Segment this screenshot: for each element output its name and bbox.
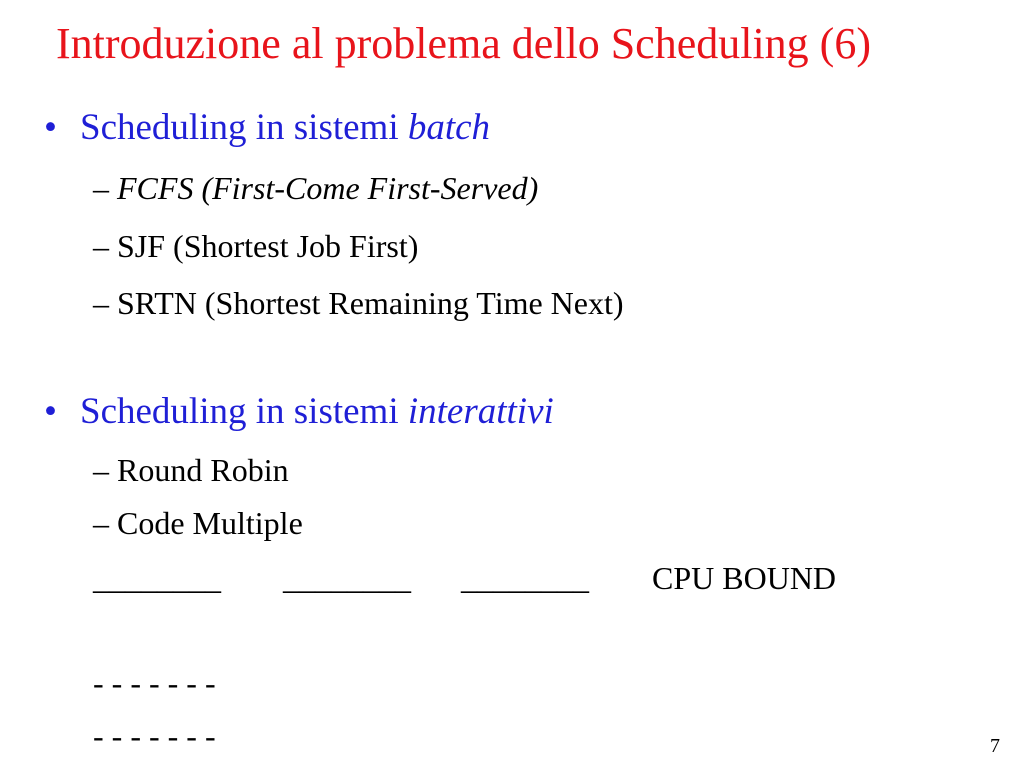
- sub-item-label: FCFS (First-Come First-Served): [117, 170, 539, 206]
- bullet-heading-italic: batch: [407, 107, 491, 148]
- cpu-burst-blank-1: ________: [93, 560, 221, 596]
- sub-item-round-robin: [93, 450, 289, 490]
- bullet-marker: •: [44, 391, 57, 432]
- cpu-bound-label: CPU BOUND: [652, 560, 837, 596]
- io-dash-line-2: - - - - - - -: [93, 718, 216, 754]
- dash-marker: –: [93, 285, 109, 321]
- sub-item-fcfs: [93, 168, 538, 208]
- slide-title: Introduzione al problema dello Scheduling (6): [56, 19, 871, 68]
- sub-item-label: Round Robin: [117, 452, 289, 488]
- dash-marker: –: [93, 452, 109, 488]
- sub-item-label: Code Multiple: [117, 505, 303, 541]
- sub-item-code-multiple: [93, 503, 303, 543]
- sub-item-srtn: [93, 283, 624, 323]
- cpu-burst-blank-3: ________: [461, 560, 589, 596]
- sub-item-label: SRTN (Shortest Remaining Time Next): [117, 285, 624, 321]
- sub-item-sjf: [93, 226, 418, 266]
- cpu-burst-blank-2: ________: [283, 560, 411, 596]
- dash-marker: –: [93, 170, 109, 206]
- bullet-heading-text: Scheduling in sistemi: [80, 391, 408, 432]
- bullet-heading-italic: interattivi: [407, 391, 554, 432]
- bullet-marker: •: [44, 107, 57, 148]
- io-dash-line-1: - - - - - - -: [93, 665, 216, 701]
- dash-marker: –: [93, 228, 109, 264]
- dash-marker: –: [93, 505, 109, 541]
- page-number: 7: [990, 735, 1000, 757]
- bullet-batch-scheduling: [44, 106, 490, 150]
- sub-item-label: SJF (Shortest Job First): [117, 228, 419, 264]
- bullet-interactive-scheduling: [44, 390, 554, 434]
- bullet-heading-text: Scheduling in sistemi: [80, 107, 408, 148]
